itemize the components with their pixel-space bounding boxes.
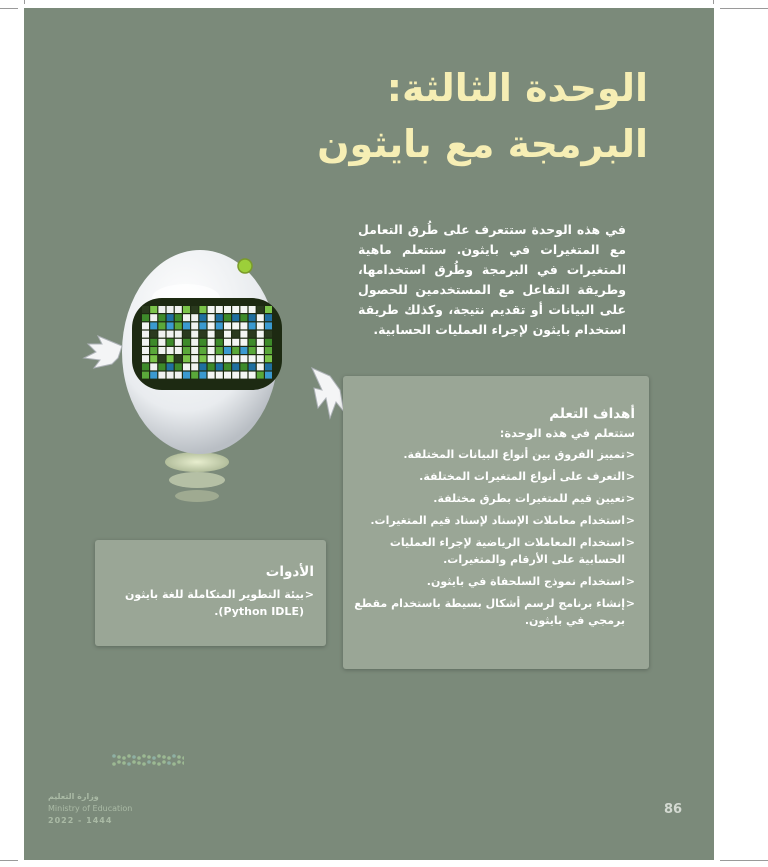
visor-pixel [216, 331, 223, 338]
bullet-marker: < [625, 514, 635, 527]
logo-dot [162, 760, 166, 764]
visor-pixel [167, 314, 174, 321]
visor-pixel [265, 331, 272, 338]
unit-title [317, 60, 648, 172]
visor-pixel [142, 363, 149, 370]
visor-pixel [158, 322, 165, 329]
visor-pixel [240, 314, 247, 321]
visor-pixel [208, 372, 215, 379]
unit-title-line1: الوحدة الثالثة: [386, 66, 648, 110]
logo-dot [147, 760, 151, 764]
visor-pixel [175, 355, 182, 362]
visor-pixel [142, 355, 149, 362]
visor-pixel [240, 306, 247, 313]
list-item: < استخدام نموذج السلحفاة في بايثون. [426, 575, 635, 588]
visor-pixel [265, 372, 272, 379]
visor-pixel [199, 355, 206, 362]
logo-dot [172, 762, 176, 766]
visor-pixel [158, 355, 165, 362]
visor-pixel [216, 339, 223, 346]
visor-pixel [167, 331, 174, 338]
visor-pixel [158, 331, 165, 338]
logo-dot [112, 754, 116, 758]
bullet-marker: < [625, 492, 635, 505]
visor-pixel [265, 306, 272, 313]
visor-pixel [208, 314, 215, 321]
visor-pixel [175, 322, 182, 329]
visor-pixel [158, 314, 165, 321]
visor-pixel [249, 363, 256, 370]
page-number: 86 [664, 802, 683, 817]
visor-pixel [232, 331, 239, 338]
visor-pixel [150, 331, 157, 338]
logo-dot [172, 754, 176, 758]
logo-dot [132, 755, 136, 759]
crop-mark [0, 860, 18, 861]
visor-pixel [265, 314, 272, 321]
visor-pixel [232, 314, 239, 321]
visor-pixel [183, 339, 190, 346]
visor-pixel [142, 331, 149, 338]
visor-pixel [199, 372, 206, 379]
list-item: < تعيين قيم للمتغيرات بطرق مختلفة. [433, 492, 635, 505]
visor-pixel [208, 331, 215, 338]
visor-pixel [199, 314, 206, 321]
visor-pixel [167, 339, 174, 346]
list-item: < استخدام المعاملات الرياضية لإجراء العمليات الحسابية على الأرقام والمتغيرات. [389, 536, 635, 566]
visor-pixel [199, 306, 206, 313]
visor-pixel [232, 363, 239, 370]
logo-dot [112, 762, 116, 766]
visor-pixel [224, 306, 231, 313]
logo-dot [132, 760, 136, 764]
logo-dot [117, 755, 121, 759]
visor-pixel [150, 372, 157, 379]
list-item: < التعرف على أنواع المتغيرات المختلفة. [419, 470, 635, 483]
visor-pixel [265, 322, 272, 329]
visor-pixel [199, 331, 206, 338]
bullet-marker: < [625, 470, 635, 483]
visor-pixel [142, 314, 149, 321]
visor-pixel [249, 372, 256, 379]
visor-pixel [191, 339, 198, 346]
visor-pixel [232, 322, 239, 329]
visor-pixel [224, 372, 231, 379]
visor-pixel [216, 347, 223, 354]
visor-pixel [175, 314, 182, 321]
visor-pixel [175, 339, 182, 346]
visor-pixel [216, 322, 223, 329]
visor-pixel [150, 355, 157, 362]
visor-pixel [249, 306, 256, 313]
logo-dot [177, 755, 181, 759]
visor-pixel [216, 314, 223, 321]
visor-pixel [257, 306, 264, 313]
logo-dot [157, 762, 161, 766]
visor-pixel [208, 363, 215, 370]
bullet-marker: < [625, 448, 635, 461]
visor-pixel [208, 347, 215, 354]
crop-mark [24, 0, 25, 4]
visor-pixel [191, 347, 198, 354]
visor-pixel [167, 355, 174, 362]
visor-pixel [191, 331, 198, 338]
visor-pixel [191, 306, 198, 313]
logo-dot [122, 756, 126, 760]
visor-pixel [183, 347, 190, 354]
logo-dot [147, 755, 151, 759]
visor-pixel [158, 372, 165, 379]
visor-pixel [249, 322, 256, 329]
visor-pixel [158, 306, 165, 313]
visor-pixel [232, 339, 239, 346]
logo-dot [167, 761, 171, 765]
visor-pixel [183, 372, 190, 379]
logo-dot [162, 755, 166, 759]
visor-pixel [142, 372, 149, 379]
visor-pixel [232, 355, 239, 362]
visor-pixel [167, 363, 174, 370]
visor-pixel [257, 347, 264, 354]
visor-pixel [175, 331, 182, 338]
visor-pixel [150, 306, 157, 313]
visor-pixel [208, 322, 215, 329]
bullet-marker: < [625, 575, 635, 588]
visor-pixel [224, 322, 231, 329]
logo-dot [137, 761, 141, 765]
learning-goals-list [353, 446, 635, 629]
logo-dot [142, 762, 146, 766]
visor-pixel [232, 306, 239, 313]
logo-dot [152, 761, 156, 765]
logo-dot [182, 756, 184, 760]
tools-heading: الأدوات [265, 564, 314, 580]
visor-pixel [232, 347, 239, 354]
visor-pixel [208, 306, 215, 313]
visor-pixel [240, 355, 247, 362]
logo-dot [137, 756, 141, 760]
learning-goals-subheading: ستتعلم في هذه الوحدة: [499, 426, 635, 440]
logo-dot [127, 762, 131, 766]
bullet-marker: < [625, 597, 635, 610]
visor-pixel [265, 347, 272, 354]
logo-year: 2022 - 1444 [48, 816, 113, 825]
visor-pixel [183, 363, 190, 370]
crop-mark [0, 8, 18, 9]
visor-pixel [257, 355, 264, 362]
visor-pixel [142, 347, 149, 354]
crop-mark [713, 0, 714, 4]
visor-pixel [216, 355, 223, 362]
visor-pixel [183, 355, 190, 362]
visor-pixel [224, 339, 231, 346]
visor-pixel [257, 314, 264, 321]
logo-dot [142, 754, 146, 758]
visor-pixel [249, 347, 256, 354]
visor-pixel [208, 339, 215, 346]
visor-pixel [150, 339, 157, 346]
visor-pixel [167, 306, 174, 313]
unit-title-line2: البرمجة مع بايثون [317, 122, 648, 166]
visor-pixel [183, 306, 190, 313]
visor-pixel [183, 322, 190, 329]
unit-intro: في هذه الوحدة ستتعرف على طُرق التعامل مع المتغيرات في بايثون. ستتعلم ماهية المتغيرات في البرمجة وطُرق استخدامها، وطريقة التفاعل مع المستخدمين للحصول على البيانات أو تقديم نتيجة، وكذلك طريقة استخدام بايثون لإجراء العمليات الحسابية. [358, 222, 626, 337]
visor-pixel [199, 339, 206, 346]
list-item: < تمييز الفروق بين أنواع البيانات المختلفة. [403, 448, 635, 461]
list-item: < إنشاء برنامج لرسم أشكال بسيطة باستخدام مقطع برمجي في بايثون. [354, 597, 635, 627]
visor-pixel [175, 363, 182, 370]
visor-pixel [183, 331, 190, 338]
visor-pixel [232, 372, 239, 379]
bullet-marker: < [304, 588, 314, 601]
visor-pixel [257, 372, 264, 379]
visor-pixel [240, 347, 247, 354]
crop-mark [720, 860, 768, 861]
visor-pixel [224, 331, 231, 338]
visor-pixel [224, 314, 231, 321]
visor-pixel [240, 372, 247, 379]
visor-pixel [216, 363, 223, 370]
visor-pixel [191, 363, 198, 370]
visor-pixel [240, 363, 247, 370]
visor-pixel [257, 331, 264, 338]
logo-dot [157, 754, 161, 758]
visor-pixel [249, 355, 256, 362]
visor-pixel [265, 363, 272, 370]
visor-pixel [224, 363, 231, 370]
logo-dot [182, 761, 184, 765]
bullet-marker: < [625, 536, 635, 549]
visor-pixel [150, 314, 157, 321]
visor-pixel [224, 347, 231, 354]
visor-pixel [142, 322, 149, 329]
list-item: < استخدام معاملات الإسناد لإسناد قيم المتغيرات. [370, 514, 635, 527]
tools-box [95, 540, 326, 646]
ministry-logo [44, 746, 184, 838]
tools-item: < بيئة التطوير المتكاملة للغة بايثون (Python IDLE). [124, 588, 314, 618]
robot-illustration [82, 240, 382, 520]
logo-dots-icon [44, 746, 184, 786]
visor-pixel [199, 363, 206, 370]
visor-pixel [158, 339, 165, 346]
visor-pixel [216, 306, 223, 313]
visor-pixel [150, 347, 157, 354]
visor-pixel [150, 363, 157, 370]
logo-dot [117, 760, 121, 764]
book-page [24, 8, 714, 860]
visor-pixel [191, 322, 198, 329]
visor-pixel [224, 355, 231, 362]
visor-pixel [265, 355, 272, 362]
visor-pixel [216, 372, 223, 379]
visor-pixel [257, 339, 264, 346]
visor-pixel [257, 363, 264, 370]
visor-pixel [191, 355, 198, 362]
visor-pixel [257, 322, 264, 329]
visor-pixel [175, 372, 182, 379]
visor-pixel [199, 322, 206, 329]
visor-pixel [240, 331, 247, 338]
visor-pixel [199, 347, 206, 354]
logo-dot [127, 754, 131, 758]
learning-goals-box [343, 376, 649, 669]
logo-text-ar: وزارة التعليم [48, 792, 99, 801]
visor-pixel [265, 339, 272, 346]
logo-dot [152, 756, 156, 760]
logo-dot [122, 761, 126, 765]
visor-pixel [208, 355, 215, 362]
visor-pixel [249, 339, 256, 346]
visor-pixel [175, 306, 182, 313]
visor-pixel [167, 347, 174, 354]
visor-pixel [175, 347, 182, 354]
visor-pixel [167, 372, 174, 379]
visor-pixel [249, 331, 256, 338]
crop-mark [720, 8, 768, 9]
visor-pixel [240, 322, 247, 329]
visor-pixel [240, 339, 247, 346]
logo-text-en: Ministry of Education [48, 804, 133, 813]
visor-pixel [158, 363, 165, 370]
visor-pixel [167, 322, 174, 329]
visor-pixel [191, 372, 198, 379]
visor-pixel [191, 314, 198, 321]
visor-pixel [150, 322, 157, 329]
logo-dot [177, 760, 181, 764]
learning-goals-heading: أهداف التعلم [549, 406, 635, 422]
logo-dot [167, 756, 171, 760]
visor-pixel [142, 306, 149, 313]
visor-pixel [158, 347, 165, 354]
visor-pixel [249, 314, 256, 321]
visor-pixel [142, 339, 149, 346]
visor-pixel [183, 314, 190, 321]
